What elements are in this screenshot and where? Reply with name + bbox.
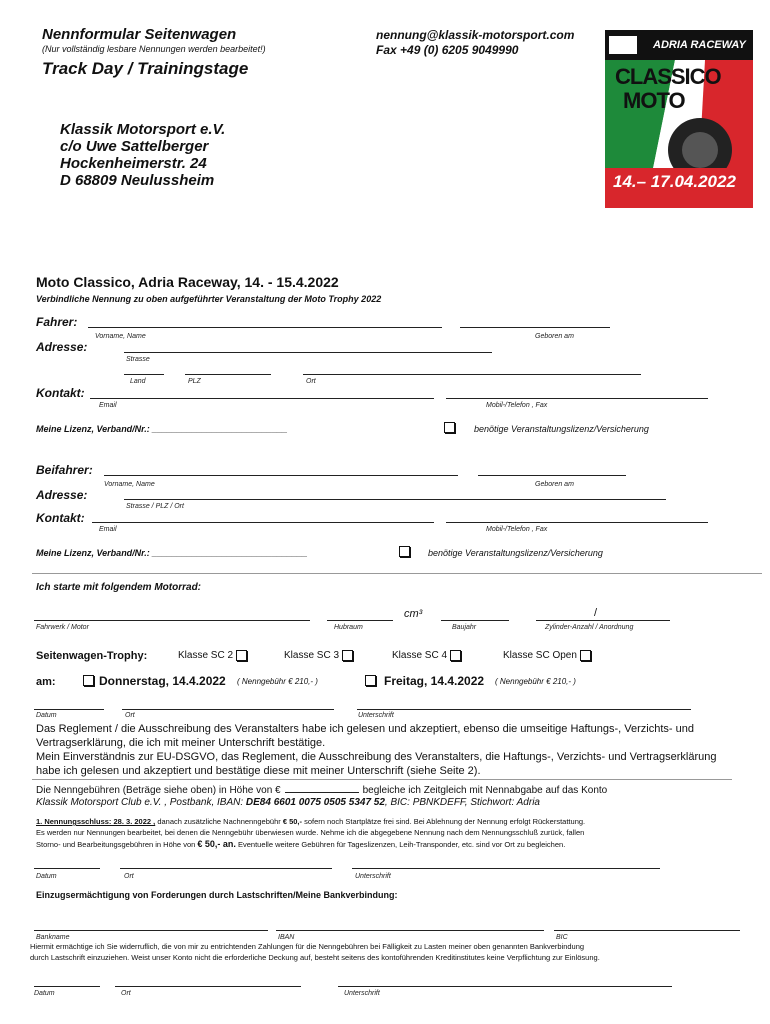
driver-birthdate-field[interactable] [460, 327, 610, 328]
payment-amount-suffix: begleiche ich Zeitgleich mit Nennabgabe auf das Konto [362, 785, 608, 796]
sepa-text-line1: Hiermit ermächtige ich Sie widerruflich, die von mir zu entrichtenden Zahlungen für die Nenngebühren bei Fälligkeit zu Lasten meiner oben genannten Bankverbindung [30, 942, 585, 951]
payment-line1 [36, 785, 607, 796]
deadline-label: 1. Nennungsschluss: 28. 3. 2022 , [36, 817, 156, 826]
bike-chassis-caption: Fahrwerk / Motor [36, 624, 89, 631]
driver-name-caption: Vorname, Name [95, 333, 146, 340]
driver-zip-caption: PLZ [188, 378, 201, 385]
driver-phone-field[interactable] [446, 398, 708, 399]
passenger-name-field[interactable] [104, 475, 458, 476]
passenger-email-caption: Email [99, 526, 117, 533]
sig2-date-caption: Datum [36, 873, 57, 880]
sepa-text-line2: durch Lastschrift einzuziehen. Weist unser Konto nicht die erforderliche Deckung auf, besteht seitens des kontoführenden Kreditinstitutes keine Verpflichtung zur Einlösung. [30, 953, 600, 962]
passenger-contact-label: Kontakt: [36, 511, 85, 525]
day1-fee: ( Nenngebühr € 210,- ) [237, 677, 318, 686]
address-line3: Hockenheimerstr. 24 [60, 155, 207, 172]
bike-chassis-engine-field[interactable] [34, 620, 310, 621]
sig1-place-caption: Ort [125, 712, 135, 719]
passenger-email-field[interactable] [92, 522, 434, 523]
sig3-place-field[interactable] [115, 986, 301, 987]
event-type: Track Day / Trainingstage [42, 59, 249, 78]
bike-displacement-caption: Hubraum [334, 624, 363, 631]
driver-name-field[interactable] [88, 327, 442, 328]
passenger-address-caption: Strasse / PLZ / Ort [126, 503, 184, 510]
declaration-divider [32, 779, 732, 780]
driver-country-field[interactable] [124, 374, 164, 375]
address-line4: D 68809 Neulussheim [60, 172, 215, 189]
driver-street-caption: Strasse [126, 356, 150, 363]
bike-year-caption: Baujahr [452, 624, 477, 631]
sig1-signature-field[interactable] [357, 709, 691, 710]
day1-checkbox[interactable] [83, 675, 94, 686]
passenger-phone-field[interactable] [446, 522, 708, 523]
sig1-date-field[interactable] [34, 709, 104, 710]
sig1-signature-caption: Unterschrift [358, 712, 394, 719]
bike-year-field[interactable] [441, 620, 509, 621]
event-subtitle: Verbindliche Nennung zu oben aufgeführter Veranstaltung der Moto Trophy 2022 [36, 294, 382, 304]
driver-zip-field[interactable] [185, 374, 271, 375]
class-sc2-checkbox[interactable] [236, 650, 247, 661]
payment-note2: Es werden nur Nennungen bearbeitet, bei denen die Nenngebühr überwiesen wurde. Nehme ich die abgegebene Nennung nach dem Nennungsschluß zurück, fallen [36, 828, 585, 837]
driver-email-field[interactable] [90, 398, 434, 399]
deadline-line [36, 817, 585, 826]
payment-reference: , Stichwort: Adria [464, 797, 540, 808]
class-sc4-checkbox[interactable] [450, 650, 461, 661]
passenger-birthdate-field[interactable] [478, 475, 626, 476]
passenger-license-field[interactable]: Meine Lizenz, Verband/Nr.: _______________________________ [36, 548, 308, 558]
sepa-iban-field[interactable] [276, 930, 544, 931]
sepa-heading: Einzugsermächtigung von Forderungen durch Lastschriften/Meine Bankverbindung: [36, 890, 398, 900]
payment-bic: , BIC: PBNKDEFF [384, 797, 465, 808]
sig1-date-caption: Datum [36, 712, 57, 719]
driver-street-field[interactable] [124, 352, 492, 353]
class-sc4-option[interactable] [392, 650, 461, 661]
payment-amount-prefix: Die Nenngebühren (Beträge siehe oben) in Höhe von € [36, 785, 281, 796]
class-sc2-option[interactable] [178, 650, 247, 661]
class-sc3-option[interactable] [284, 650, 353, 661]
payment-note3 [36, 839, 565, 849]
class-sc3-label: Klasse SC 3 [284, 650, 340, 662]
event-poster [605, 30, 753, 208]
payment-note3-prefix: Storno- und Bearbeitungsgebühren in Höhe von [36, 840, 196, 849]
sig2-date-field[interactable] [34, 868, 100, 869]
sig3-place-caption: Ort [121, 990, 131, 997]
driver-license-field[interactable]: Meine Lizenz, Verband/Nr.: ___________________________ [36, 424, 288, 434]
poster-dates: 14.– 17.04.2022 [613, 172, 736, 191]
form-subtitle: (Nur vollständig lesbare Nennungen werden bearbeitet!) [42, 44, 266, 54]
poster-logo-line1: CLASSICO [615, 64, 721, 89]
passenger-label: Beifahrer: [36, 463, 93, 477]
day1-label: Donnerstag, 14.4.2022 [99, 674, 226, 688]
sig3-date-field[interactable] [34, 986, 100, 987]
sig2-place-field[interactable] [120, 868, 332, 869]
sepa-bic-caption: BIC [556, 934, 568, 941]
sig1-place-field[interactable] [122, 709, 334, 710]
poster-logo-line2: MOTO [623, 88, 685, 113]
sig2-signature-caption: Unterschrift [355, 873, 391, 880]
day2-checkbox[interactable] [365, 675, 376, 686]
sepa-bankname-field[interactable] [34, 930, 268, 931]
passenger-license-checkbox[interactable] [399, 546, 410, 557]
driver-country-caption: Land [130, 378, 146, 385]
passenger-license-checkbox-label: benötige Veranstaltungslizenz/Versicherung [428, 548, 603, 558]
sig3-signature-caption: Unterschrift [344, 990, 380, 997]
bike-cylinders-field[interactable] [536, 620, 670, 621]
driver-phone-caption: Mobil-/Telefon , Fax [486, 402, 548, 409]
driver-birthdate-caption: Geboren am [535, 333, 574, 340]
payment-account-prefix: Klassik Motorsport Club e.V. , Postbank, IBAN: [36, 797, 244, 808]
deadline-fee: € 50,- [282, 817, 303, 826]
class-scopen-label: Klasse SC Open [503, 650, 577, 662]
poster-banner: ADRIA RACEWAY [653, 39, 746, 51]
passenger-birthdate-caption: Geboren am [535, 481, 574, 488]
class-sc3-checkbox[interactable] [342, 650, 353, 661]
passenger-phone-caption: Mobil-/Telefon , Fax [486, 526, 548, 533]
driver-city-field[interactable] [303, 374, 641, 375]
driver-license-checkbox[interactable] [444, 422, 455, 433]
sig2-place-caption: Ort [124, 873, 134, 880]
driver-contact-label: Kontakt: [36, 386, 85, 400]
days-label: am: [36, 676, 56, 688]
day2-fee: ( Nenngebühr € 210,- ) [495, 677, 576, 686]
bike-cylinders-caption: Zylinder-Anzahl / Anordnung [545, 624, 634, 631]
sig3-date-caption: Datum [34, 990, 55, 997]
payment-iban: DE84 6601 0075 0505 5347 52 [245, 797, 385, 808]
driver-label: Fahrer: [36, 315, 78, 329]
payment-amount-field[interactable] [285, 792, 359, 793]
deadline-text1: danach zusätzliche Nachnenngebühr [157, 817, 281, 826]
driver-city-caption: Ort [306, 378, 316, 385]
class-sc2-label: Klasse SC 2 [178, 650, 234, 662]
event-title: Moto Classico, Adria Raceway, 14. - 15.4.2022 [36, 274, 339, 290]
deadline-text2: sofern noch Startplätze frei sind. Bei Ablehnung der Nennung erfolgt Rückerstattung. [304, 817, 586, 826]
address-line1: Klassik Motorsport e.V. [60, 121, 226, 138]
driver-license-checkbox-label: benötige Veranstaltungslizenz/Versicherung [474, 424, 649, 434]
form-title: Nennformular Seitenwagen [42, 26, 237, 43]
sig3-signature-field[interactable] [338, 986, 672, 987]
sepa-bankname-caption: Bankname [36, 934, 70, 941]
bike-heading: Ich starte mit folgendem Motorrad: [36, 582, 202, 593]
payment-note3-suffix: Eventuelle weitere Gebühren für Tageslizenzen, Leih-Transponder, etc. sind vor Ort zu begleichen. [238, 840, 566, 849]
declaration-paragraph-2: Mein Einverständnis zur EU-DSGVO, das Reglement, die Ausschreibung des Veranstalters, die Haftungs-, Verzichts- und Vertragserklärung habe ich gelesen und akzeptiert und bestätige diese mit meiner Unterschrift (siehe Seite 2). [36, 751, 717, 777]
sig2-signature-field[interactable] [352, 868, 660, 869]
passenger-address-label: Adresse: [36, 488, 88, 502]
cylinders-separator: / [594, 607, 598, 619]
class-scopen-option[interactable] [503, 650, 591, 661]
class-scopen-checkbox[interactable] [580, 650, 591, 661]
contact-fax: Fax +49 (0) 6205 9049990 [376, 43, 519, 57]
declaration-paragraph-1: Das Reglement / die Ausschreibung des Veranstalters habe ich gelesen und akzeptiert, ebenso die umseitige Haftungs-, Verzichts- und Vertragserklärung, die ich mit meiner Unterschrift bestätige. [36, 723, 694, 749]
driver-address-label: Adresse: [36, 340, 88, 354]
sepa-iban-caption: IBAN [278, 934, 295, 941]
contact-email[interactable]: nennung@klassik-motorsport.com [376, 28, 575, 42]
day2-label: Freitag, 14.4.2022 [384, 674, 485, 688]
section-divider [32, 573, 762, 574]
passenger-name-caption: Vorname, Name [104, 481, 155, 488]
passenger-address-field[interactable] [124, 499, 666, 500]
driver-email-caption: Email [99, 402, 117, 409]
class-sc4-label: Klasse SC 4 [392, 650, 448, 662]
address-line2: c/o Uwe Sattelberger [60, 138, 209, 155]
trophy-label: Seitenwagen-Trophy: [36, 650, 148, 662]
sepa-bic-field[interactable] [554, 930, 740, 931]
payment-line2 [36, 797, 540, 808]
payment-note3-fee: € 50,- an. [197, 839, 236, 849]
cm3-unit: cm³ [404, 608, 423, 620]
bike-displacement-field[interactable] [327, 620, 393, 621]
